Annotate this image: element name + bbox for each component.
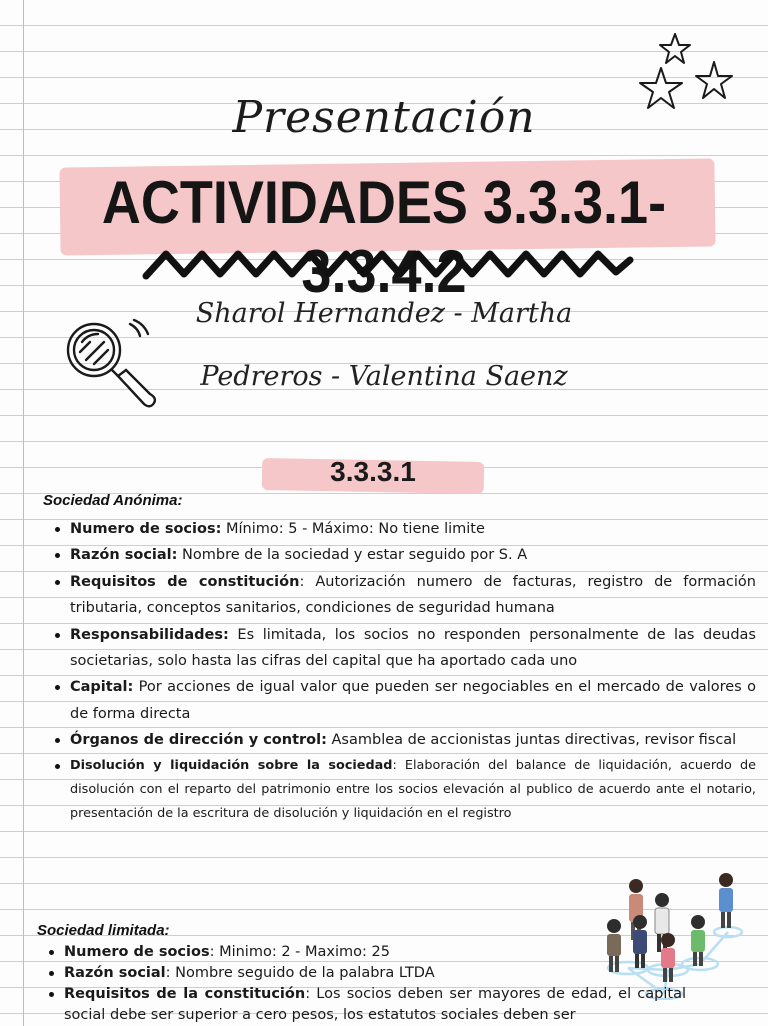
list-item: Numero de socios: Minimo: 2 - Maximo: 25 (46, 942, 686, 963)
list-item: Órganos de dirección y control: Asamblea de accionistas juntas directivas, revisor fiscal (52, 727, 756, 753)
list-item: Requisitos de constitución: Autorización numero de facturas, registro de formación tributaria, conceptos sanitarios, condiciones de seguridad humana (52, 569, 756, 622)
list-item: Razón social: Nombre seguido de la palabra LTDA (46, 963, 686, 984)
sociedad-anonima-list (52, 516, 756, 826)
main-title: ACTIVIDADES 3.3.3.1-3.3.4.2 (101, 169, 667, 305)
section-title: 3.3.3.1 (330, 456, 416, 487)
list-item: Capital: Por acciones de igual valor que pueden ser negociables en el mercado de valores o de forma directa (52, 674, 756, 727)
list-item: Responsabilidades: Es limitada, los socios no responden personalmente de las deudas societarias, solo hasta las cifras del capital que ha aportado cada uno (52, 622, 756, 675)
authors-line-1: Sharol Hernandez - Martha (195, 298, 573, 329)
list-item: Razón social: Nombre de la sociedad y estar seguido por S. A (52, 542, 756, 568)
sociedad-anonima-label: Sociedad Anónima: (43, 492, 183, 509)
zigzag-divider (140, 242, 636, 286)
star-icon (660, 34, 690, 63)
list-item: Requisitos de la constitución: Los socios deben ser mayores de edad, el capital social debe ser superior a cero pesos, los estatutos sociales deben ser (46, 984, 686, 1026)
sociedad-limitada-label: Sociedad limitada: (37, 922, 170, 939)
list-item: Numero de socios: Mínimo: 5 - Máximo: No tiene limite (52, 516, 756, 542)
presentation-script-title: Presentación (232, 92, 536, 143)
sociedad-limitada-list (46, 942, 686, 1026)
list-item: Disolución y liquidación sobre la sociedad: Elaboración del balance de liquidación, acuerdo de disolución con el reparto del patrimonio entre los socios elevación al publico de acuerdo ante el notario, presentación de la escritura de disolución y liquidación en el registro (52, 754, 756, 826)
authors-line-2: Pedreros - Valentina Saenz (200, 361, 568, 392)
